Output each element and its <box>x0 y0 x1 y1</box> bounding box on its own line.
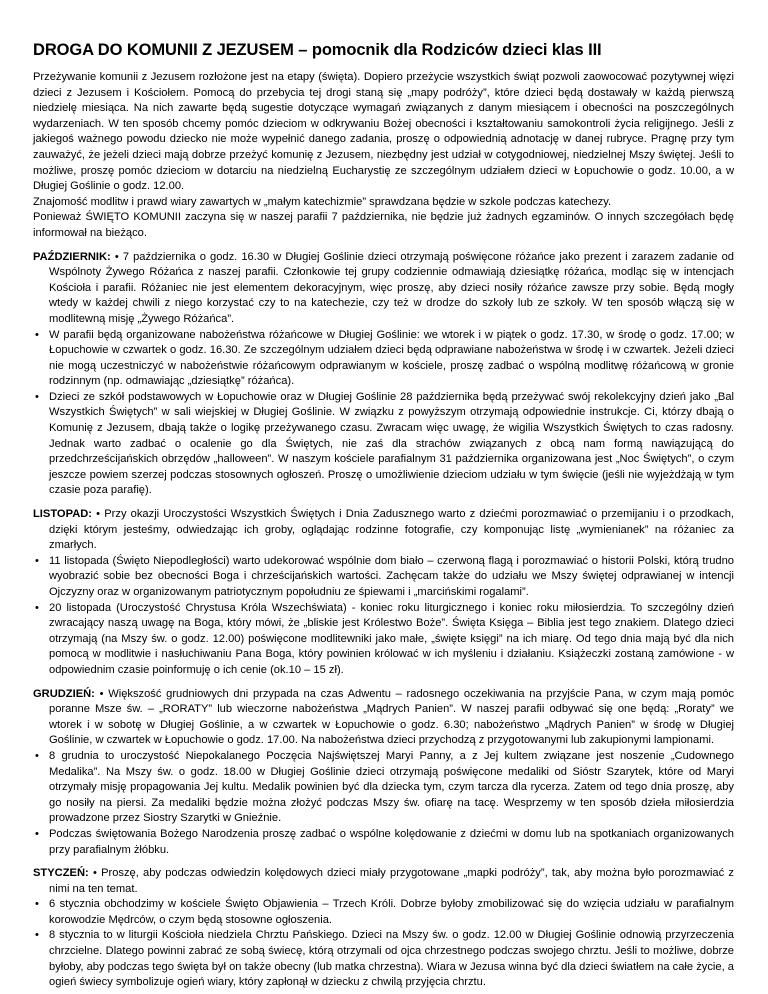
month-first-item <box>33 687 734 749</box>
month-item-text: W parafii będą organizowane nabożeństwa różańcowe w Długiej Goślinie: we wtorek i w piątek o godz. 17.30, w środę o godz. 17.00; w Łopuchowie w czwartek o godz. 16.30. Ze szczególnym udziałem dzieci będą odprawiane nabożeństwa w środę i w czwartek. Jeżeli dzieci nie mogą uczestniczyć w nabożeństwie różańcowym odprawianym w kościele, proszę zadbać o wspólną modlitwę różańcową w gronie rodzinnym (np. odmawiając „dziesiątkę” różańca). <box>49 328 734 388</box>
month-item-text: 8 grudnia to uroczystość Niepokalanego Poczęcia Najświętszej Maryi Panny, a z Jej kultem związane jest noszenie „Cudownego Medalika”. Na Mszy św. o godz. 18.00 w Długiej Goślinie dzieci otrzymają poświęcone medaliki od Sióstr Szarytek, które od Maryi otrzymały misję propagowania Jej kultu. Medalik powinien być dla dziecka tym, czym tarcza dla rycerza. Zatem od tego dnia proszę, aby go nosiły na piersi. Za medaliki będzie można złożyć podczas Mszy św. ofiarę na tacę. Wesprzemy w ten sposób dzieła miłosierdzia prowadzone przez Siostry Szarytki w Gnieźnie. <box>49 749 734 825</box>
list-item <box>33 328 734 390</box>
month-section-october <box>33 250 734 500</box>
month-item-text: 20 listopada (Uroczystość Chrystusa Króla Wszechświata) - koniec roku liturgicznego i koniec roku miłosierdzia. To szczególny dzień zwracający naszą uwagę na Boga, który mówi, że „bliskie jest Królestwo Boże”. Święta Księga – Biblia jest tego znakiem. Dlatego dzieci otrzymają (na Mszy św. o godz. 12.00) poświęcone modlitewniki jako małe, „święte księgi” na ich miarę. Od tego dnia mają być dla nich pomocą w modlitwie i nasłuchiwaniu Pana Boga, który powinien królować w ich myśleniu i działaniu. Książeczki zostaną zamówione - w odpowiednim czasie poinformuję o ich cenie (ok.10 – 15 zł). <box>49 601 734 676</box>
list-item <box>33 554 734 601</box>
title-subtitle: – pomocnik dla Rodziców dzieci klas III <box>293 41 602 59</box>
month-item-text: 8 stycznia to w liturgii Kościoła niedziela Chrztu Pańskiego. Dzieci na Mszy św. o godz. 12.00 w Długiej Goślinie odnowią przyrzeczenia chrzcielne. Dlatego powinni zabrać ze sobą świecę, którą otrzymali od ojca chrzestnego podczas swojego chrztu. Jeśli to możliwe, dobrze byłoby, aby podczas tego święta był on także obecny (lub matka chrzestna). Wiara w Jezusa winna być dla dzieci światłem na całe życie, a ogień świecy symbolizuje ogień wiary, który zapłonął w dziecku z chwilą przyjęcia chrztu. <box>49 929 734 989</box>
month-item-text: Podczas świętowania Bożego Narodzenia proszę zadbać o wspólne kolędowanie z dziećmi w domu lub na spotkaniach organizowanych przy parafialnym żłóbku. <box>49 827 734 856</box>
bullet-glyph: • <box>35 554 39 567</box>
month-item-text: 6 stycznia obchodzimy w kościele Święto Objawienia – Trzech Króli. Dobrze byłoby zmobilizować się do wzięcia udziału w parafialnym korowodzie Mędrców, o czym będą stosowne ogłoszenia. <box>49 898 734 926</box>
list-item <box>33 928 734 990</box>
bullet-glyph: • <box>35 929 39 942</box>
month-item-text: Większość grudniowych dni przypada na czas Adwentu – radosnego oczekiwania na przyjście Pana, w czym mają pomóc poranne Msze św. – „RORATY” lub wieczorne nabożeństwa „Mądrych Panien”. W naszej parafii odbywać się one będą: „Roraty” we wtorek i w sobotę w Długiej Goślinie, a w czwartek w Łopuchowie o godz. 6.30; nabożeństwo „Mądrych Panien” w środę w Długiej Goślinie, w czwartek w Łopuchowie o godz. 17.00. Na nabożeństwa dzieci przychodzą z przygotowanymi lub zakupionymi lampionami. <box>49 687 734 747</box>
month-section-november <box>33 507 734 679</box>
month-section-december <box>33 687 734 859</box>
month-heading: LISTOPAD: <box>33 508 93 521</box>
list-item <box>33 749 734 827</box>
month-item-text: Dzieci ze szkół podstawowych w Łopuchowie oraz w Długiej Goślinie 28 października będą przeżywać swój rekolekcyjny dzień jako „Bal Wszystkich Świętych” w sali wiejskiej w Długiej Goślinie. W związku z powyższym otrzymają odpowiednie instrukcje. Ci, którzy dbają o Komunię z Jezusem, dbają także o logikę przeżywanego czasu. Zwracam więc uwagę, że wigilia Wszystkich Świętych to czas radosny. Jednak warto zadbać o ocalenie go dla Świętych, nie zaś dla strachów związanych z obcą nam formą nawiązującą do przedchrześcijańskich obrzędów „halloween”. W naszym kościele parafialnym 31 października organizowana jest „Noc Świętych”, o czym jeszcze powiem szerzej podczas stosownych ogłoszeń. Proszę o umożliwienie dzieciom udziału w tym święcie (jeśli nie wyjeżdżają w tym czasie poza parafię). <box>49 390 734 497</box>
month-heading: GRUDZIEŃ: <box>33 687 95 700</box>
bullet-glyph: • <box>35 328 39 341</box>
month-item-text: Proszę, aby podczas odwiedzin kolędowych dzieci miały przygotowane „mapki podróży”, tak, aby można było porozmawiać z nimi na ten temat. <box>49 867 734 895</box>
month-heading: PAŹDZIERNIK: <box>33 250 111 263</box>
bullet-glyph: • <box>96 508 101 521</box>
bullet-glyph: • <box>35 601 39 614</box>
bullet-glyph: • <box>35 827 39 840</box>
month-first-item <box>33 507 734 554</box>
bullet-glyph: • <box>92 867 97 880</box>
document-title <box>33 40 734 60</box>
month-item-text: Przy okazji Uroczystości Wszystkich Świętych i Dnia Zadusznego warto z dziećmi porozmawiać o przemijaniu i o przodkach, dzięki którym jesteśmy, odwiedzając ich groby, oglądając rodzinne fotografie, czy komponując listę „wymienianek” na różaniec za zmarłych. <box>49 508 734 552</box>
intro-paragraph: Przeżywanie komunii z Jezusem rozłożone jest na etapy (święta). Dopiero przeżycie wszystkich świąt pozwoli zaowocować pozytywnej więzi dzieci z Jezusem i Kościołem. Pomocą do przebycia tej drogi staną się „mapy podróży”, które dzieci będą dostawały w każdą pierwszą niedzielę miesiąca. Na nich zawarte będą sugestie dotyczące wymagań związanych z danym miesiącem i obecności na poszczególnych wydarzeniach. W ten sposób chcemy pomóc dzieciom w odkrywaniu Bożej obecności i kształtowaniu samokontroli życia religijnego. Jeśli z jakiegoś ważnego powodu dziecko nie może wypełnić danego zadania, proszę o odpowiednią adnotację w danej rubryce. Pragnę przy tym zauważyć, że jeżeli dzieci mają dobrze przeżyć komunię z Jezusem, niezbędny jest udział w cotygodniowej, niedzielnej Mszy świętej. Jeśli to możliwe, proszę pomóc dzieciom w dotarciu na niedzielną Eucharystię ze szczególnym udziałem dzieci w Łopuchowie o godz. 10.00, a w Długiej Goślinie o godz. 12.00. <box>33 71 734 193</box>
intro-paragraph: Znajomość modlitw i prawd wiary zawartych w „małym katechizmie” sprawdzana będzie w szkole podczas katechezy. <box>33 195 612 208</box>
list-item <box>33 390 734 499</box>
month-first-item <box>33 250 734 328</box>
bullet-glyph: • <box>35 390 39 403</box>
intro-section <box>33 70 734 242</box>
month-first-item <box>33 866 734 897</box>
bullet-glyph: • <box>35 898 39 911</box>
list-item <box>33 601 734 679</box>
list-item <box>33 897 734 928</box>
list-item <box>33 827 734 858</box>
bullet-glyph: • <box>114 250 119 263</box>
month-section-january <box>33 866 734 991</box>
intro-paragraph: Ponieważ ŚWIĘTO KOMUNII zaczyna się w naszej parafii 7 października, nie będzie już żadnych egzaminów. O innych szczegółach będę informował na bieżąco. <box>33 211 734 239</box>
month-heading: STYCZEŃ: <box>33 867 89 880</box>
month-item-text: 7 października o godz. 16.30 w Długiej Goślinie dzieci otrzymają poświęcone różańce jako prezent i zarazem zadanie od Wspólnoty Żywego Różańca z naszej parafii. Członkowie tej grupy codziennie odmawiają dziesiątkę różańca, modląc się w intencjach Kościoła i parafii. Różaniec nie jest elementem dekoracyjnym, więc proszę, aby dzieci nosiły różańce zawsze przy sobie. Będą mogły wtedy w każdej chwili z niego korzystać czy to na katechezie, czy też w drodze do szkoły lub ze szkoły. W ten sposób włączą się w modlitewną misję „Żywego Różańca”. <box>49 250 734 325</box>
title-bold: DROGA DO KOMUNII Z JEZUSEM <box>33 41 294 59</box>
bullet-glyph: • <box>99 687 104 700</box>
bullet-glyph: • <box>35 749 39 762</box>
month-item-text: 11 listopada (Święto Niepodległości) warto udekorować wspólnie dom biało – czerwoną flagą i porozmawiać o historii Polski, którą trudno wyobrazić sobie bez obecności Boga i chrześcijańskich wartości. Zachęcam także do udziału we Mszy świętej odprawianej w intencji Ojczyzny oraz w organizowanym patriotycznym popołudniu ze śpiewami i „marcińskimi rogalami”. <box>49 554 734 598</box>
